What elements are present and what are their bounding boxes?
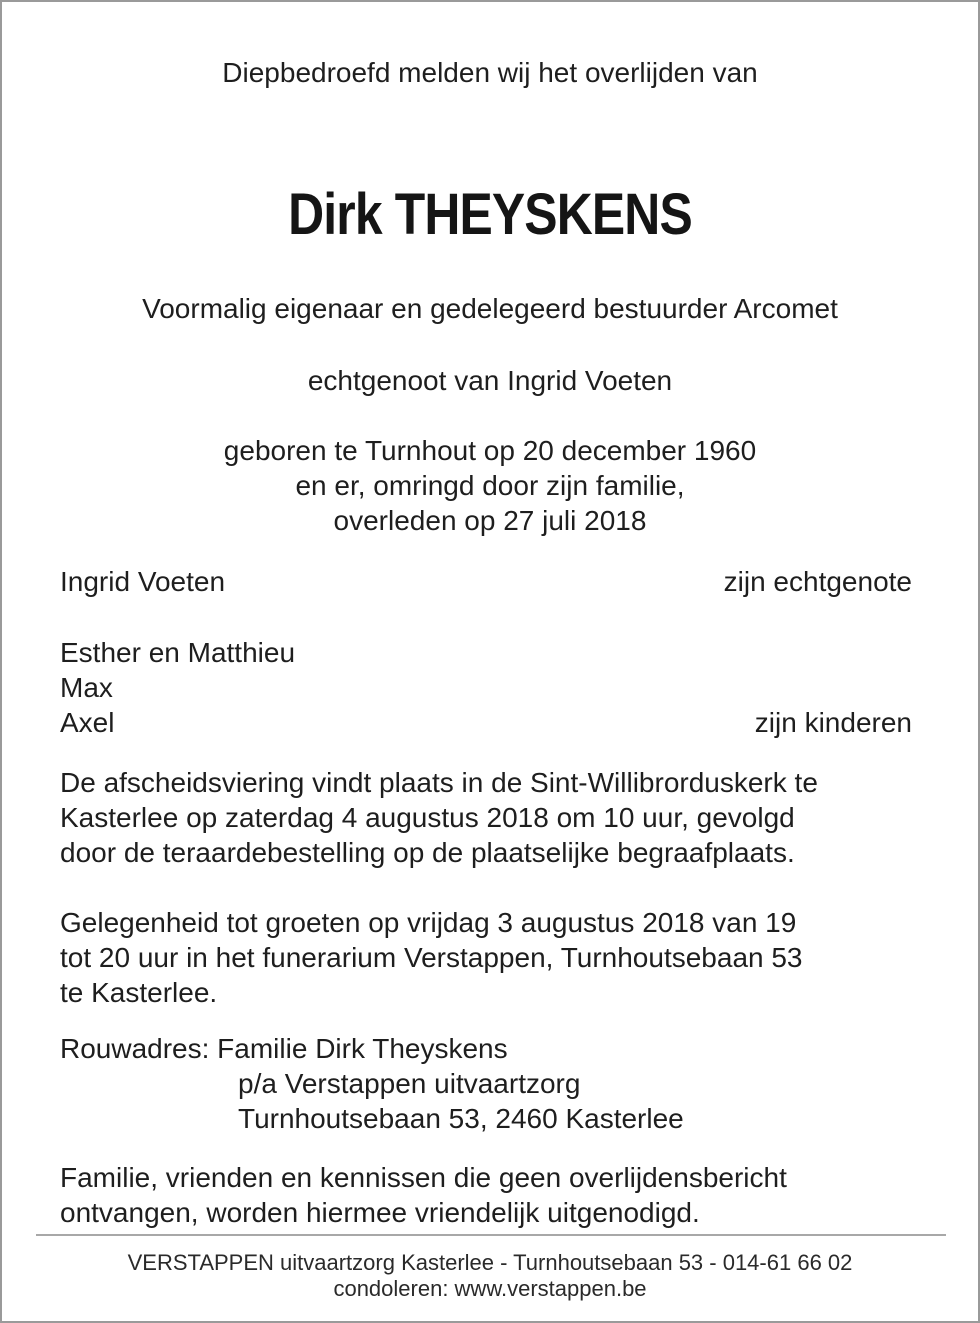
birth-line: geboren te Turnhout op 20 december 1960 [223,435,757,466]
visitation-line: te Kasterlee. [60,977,218,1008]
intro-text: Diepbedroefd melden wij het overlijden van [222,57,758,88]
invitation-line: ontvangen, worden hiermee vriendelijk uitgenodigd. [60,1197,700,1228]
spouse-line: echtgenoot van Ingrid Voeten [307,365,673,396]
condolence-link[interactable]: condoleren: www.verstappen.be [333,1276,647,1301]
address-label: Rouwadres: Familie Dirk Theyskens [60,1033,508,1064]
footer-divider [36,1234,946,1236]
address-line: Turnhoutsebaan 53, 2460 Kasterlee [238,1103,684,1134]
ceremony-line: De afscheidsviering vindt plaats in de Sint-Willibrorduskerk te [60,767,818,798]
child-name: Max [60,672,113,703]
spouse-name: Ingrid Voeten [60,566,226,597]
ceremony-line: door de teraardebestelling op de plaatselijke begraafplaats. [60,837,795,868]
visitation-line: tot 20 uur in het funerarium Verstappen, Turnhoutsebaan 53 [60,942,803,973]
deceased-name: Dirk THEYSKENS [288,182,692,247]
funeral-home-info: VERSTAPPEN uitvaartzorg Kasterlee - Turnhoutsebaan 53 - 014-61 66 02 [127,1250,853,1275]
address-line: p/a Verstappen uitvaartzorg [238,1068,581,1099]
invitation-line: Familie, vrienden en kennissen die geen overlijdensbericht [60,1162,787,1193]
spouse-relation: zijn echtgenote [723,566,912,597]
child-name: Esther en Matthieu [60,637,296,668]
visitation-line: Gelegenheid tot groeten op vrijdag 3 augustus 2018 van 19 [60,907,797,938]
death-date-line: overleden op 27 juli 2018 [333,505,647,536]
ceremony-line: Kasterlee op zaterdag 4 augustus 2018 om 10 uur, gevolgd [60,802,795,833]
children-relation: zijn kinderen [754,707,912,738]
role-text: Voormalig eigenaar en gedelegeerd bestuurder Arcomet [142,293,838,324]
death-circumstance-line: en er, omringd door zijn familie, [295,470,685,501]
child-name: Axel [60,707,115,738]
